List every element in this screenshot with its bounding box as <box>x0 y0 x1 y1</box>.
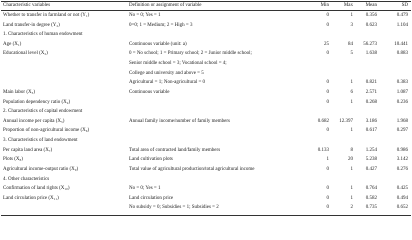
cell-definition: Annual family income/number of family members <box>129 118 230 124</box>
cell-max: 5 <box>350 51 353 57</box>
cell-definition: Land cultivation plots <box>129 157 173 163</box>
cell-max: 20 <box>348 157 353 163</box>
table-row <box>0 70 412 78</box>
table-row <box>0 204 412 212</box>
cell-mean: 0.268 <box>365 99 377 105</box>
header-definition: Definition or assignment of variable <box>129 3 202 8</box>
cell-sd: 3.142 <box>396 157 408 163</box>
header-max: Max <box>343 3 353 8</box>
table-row <box>0 60 412 68</box>
table-row <box>0 166 412 174</box>
table-header-row <box>0 2 412 10</box>
cell-sd: 0.276 <box>396 166 408 172</box>
cell-max: 84 <box>348 41 353 47</box>
header-variable: Characteristic variables <box>3 3 51 8</box>
table-row <box>0 31 412 39</box>
cell-sd: 0.383 <box>396 80 408 86</box>
table-row <box>0 185 412 193</box>
cell-min: 0 <box>326 51 329 57</box>
cell-max: 1 <box>350 166 353 172</box>
table-row <box>0 118 412 126</box>
cell-variable: Per capita land area (X₇) <box>3 147 53 153</box>
cell-min: 0 <box>326 128 329 134</box>
table-row <box>0 89 412 97</box>
cell-min: 0 <box>326 186 329 192</box>
cell-definition: 0 = No school; 1 = Primary school; 2 = Junior middle school; <box>129 51 252 57</box>
table-row <box>0 99 412 107</box>
table-row <box>0 127 412 135</box>
cell-variable: Educational level (X₂) <box>3 51 48 57</box>
cell-min: 0 <box>326 195 329 201</box>
cell-variable: 3. Characteristics of land endowment <box>3 138 78 144</box>
cell-variable: Agricultural income-output ratio (X₉) <box>3 166 79 172</box>
cell-sd: 10.441 <box>394 41 408 47</box>
table-row <box>0 137 412 145</box>
cell-mean: 1.638 <box>365 51 377 57</box>
table-row <box>0 176 412 184</box>
cell-max: 6 <box>350 89 353 95</box>
cell-sd: 0.883 <box>396 51 408 57</box>
cell-sd: 0.652 <box>396 205 408 211</box>
cell-mean: 0.821 <box>365 80 377 86</box>
cell-mean: 0.764 <box>365 186 377 192</box>
cell-variable: 2. Characteristics of capital endowment <box>3 109 83 115</box>
cell-variable: Annual income per capita (X₅) <box>3 118 65 124</box>
cell-sd: 0.479 <box>396 13 408 18</box>
cell-variable: Plots (X₈) <box>3 157 23 163</box>
cell-sd: 0.297 <box>396 128 408 134</box>
cell-definition: No = 0; Yes = 1 <box>129 186 161 192</box>
cell-min: 0 <box>326 99 329 105</box>
cell-min: 0 <box>326 205 329 211</box>
cell-definition: No = 0; Yes = 1 <box>129 13 161 18</box>
cell-min: 1 <box>326 157 329 163</box>
cell-definition: Continuous variable <box>129 89 170 95</box>
cell-mean: 3.186 <box>365 118 377 124</box>
cell-variable: Main labor (X₃) <box>3 89 36 95</box>
cell-min: 0 <box>326 13 329 18</box>
cell-mean: 0.582 <box>365 195 377 201</box>
cell-definition: Total value of agricultural production/total agricultural income <box>129 166 255 172</box>
cell-definition: Agricultural = 1; Non-agricultural = 0 <box>129 80 206 86</box>
cell-variable: 1. Characteristics of human endowment <box>3 32 83 38</box>
cell-max: 1 <box>350 186 353 192</box>
cell-min: 25 <box>324 41 329 47</box>
cell-variable: Land transfer-in degree (Y₂) <box>3 22 60 28</box>
cell-max: 12.397 <box>339 118 353 124</box>
cell-definition: Land circulation price <box>129 195 174 201</box>
cell-definition: College and university and above = 5 <box>129 70 204 76</box>
table-row <box>0 50 412 58</box>
cell-variable: Proportion of non-agricultural income (X₆) <box>3 128 90 134</box>
cell-definition: Continuous variable (unit: a) <box>129 41 187 47</box>
cell-min: 0.682 <box>317 118 329 124</box>
cell-variable: Confirmation of land rights (X₁₀) <box>3 186 70 192</box>
table-bottom-rule <box>1 215 411 216</box>
cell-min: 0 <box>326 80 329 86</box>
cell-min: 0 <box>326 166 329 172</box>
cell-mean: 1.254 <box>365 147 377 153</box>
table-row <box>0 108 412 116</box>
cell-variable: Whether to transfer in farmland or not (Y₁) <box>3 13 90 18</box>
cell-min: 0.133 <box>317 147 329 153</box>
cell-mean: 0.735 <box>365 205 377 211</box>
cell-sd: 0.236 <box>396 99 408 105</box>
cell-max: 1 <box>350 128 353 134</box>
cell-max: 3 <box>350 22 353 28</box>
table-row <box>0 79 412 87</box>
cell-sd: 1.104 <box>396 22 408 28</box>
table-header-rule <box>1 10 411 11</box>
cell-variable: Population dependency ratio (X₄) <box>3 99 71 105</box>
cell-mean: 0.356 <box>365 13 377 18</box>
cell-sd: 1.087 <box>396 89 408 95</box>
cell-mean: 5.238 <box>365 157 377 163</box>
cell-max: 1 <box>350 99 353 105</box>
cell-sd: 0.494 <box>396 195 408 201</box>
cell-mean: 56.273 <box>363 41 377 47</box>
cell-min: 0 <box>326 22 329 28</box>
cell-definition: No subsidy = 0; Subsidies = 1; Subsidies = 2 <box>129 205 219 211</box>
cell-sd: 1.968 <box>396 118 408 124</box>
table-row <box>0 12 412 20</box>
table-row <box>0 156 412 164</box>
table-row <box>0 41 412 49</box>
cell-definition: Total area of contracted land/family members <box>129 147 221 153</box>
cell-variable: Land circulation price (X₁₁) <box>3 195 59 201</box>
cell-max: 1 <box>350 13 353 18</box>
cell-mean: 0.623 <box>365 22 377 28</box>
cell-max: 1 <box>350 195 353 201</box>
table-row <box>0 22 412 30</box>
cell-definition: 0=0; 1 = Medium; 2 = High = 3 <box>129 22 193 28</box>
cell-mean: 2.571 <box>365 89 377 95</box>
cell-mean: 0.427 <box>365 166 377 172</box>
cell-sd: 0.425 <box>396 186 408 192</box>
cell-variable: 4. Other characteristics <box>3 176 50 182</box>
table-row <box>0 147 412 155</box>
cell-max: 1 <box>350 80 353 86</box>
cell-mean: 0.617 <box>365 128 377 134</box>
table-row <box>0 195 412 203</box>
cell-max: 8 <box>350 147 353 153</box>
header-mean: Mean <box>365 3 377 8</box>
cell-definition: Senior middle school = 3; Vocational school = 4; <box>129 61 227 67</box>
cell-variable: Age (X₁) <box>3 41 22 47</box>
header-sd: SD <box>401 3 408 8</box>
cell-max: 2 <box>350 205 353 211</box>
cell-min: 0 <box>326 89 329 95</box>
header-min: Min <box>320 3 329 8</box>
cell-sd: 0.986 <box>396 147 408 153</box>
